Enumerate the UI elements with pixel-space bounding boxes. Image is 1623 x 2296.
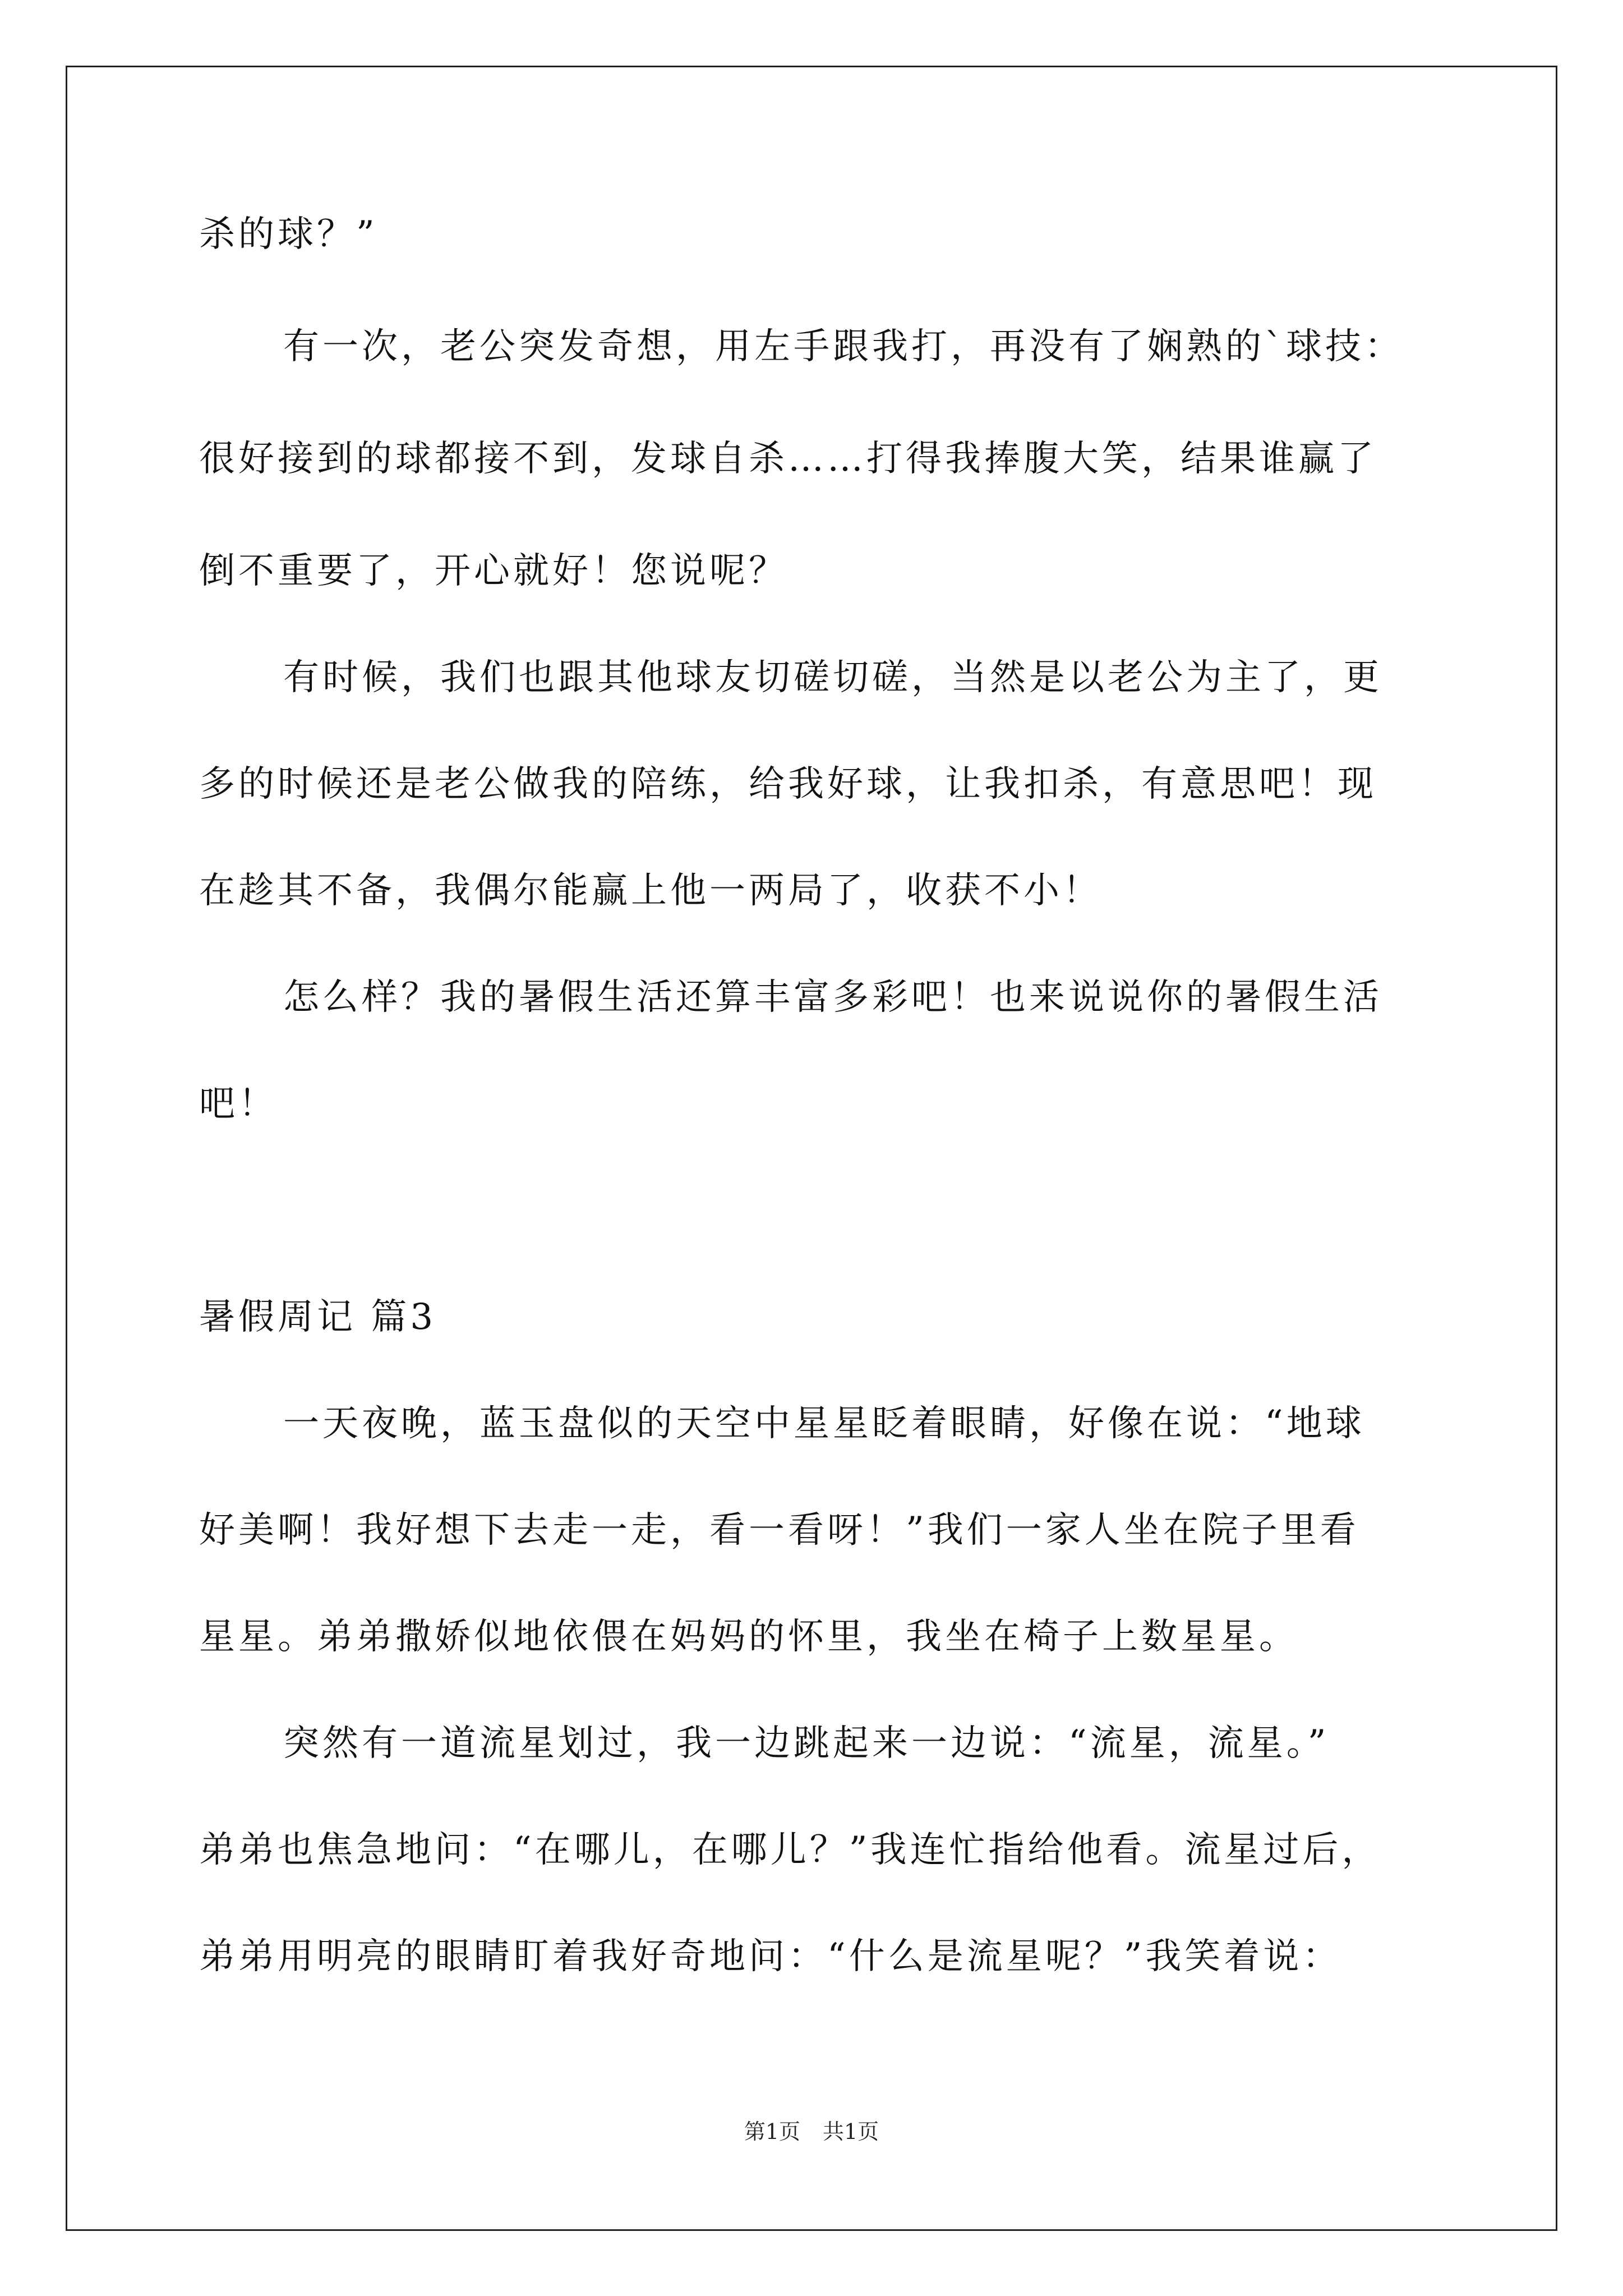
text-line: 多的时候还是老公做我的陪练，给我好球，让我扣杀，有意思吧！现 (199, 763, 1377, 805)
text-line: 怎么样？我的暑假生活还算丰富多彩吧！也来说说你的暑假生活 (283, 977, 1382, 1018)
text-line: 好美啊！我好想下去走一走，看一看呀！”我们一家人坐在院子里看 (199, 1510, 1359, 1551)
text-line: 有一次，老公突发奇想，用左手跟我打，再没有了娴熟的`球技： (283, 326, 1404, 367)
text-line: 突然有一道流星划过，我一边跳起来一边说：“流星，流星。” (283, 1723, 1330, 1764)
page-total: 共1页 (823, 2119, 879, 2144)
text-line: 弟弟也焦急地问：“在哪儿，在哪儿？”我连忙指给他看。流星过后， (199, 1829, 1381, 1871)
page-border (66, 66, 1557, 2231)
text-line: 倒不重要了，开心就好！您说呢？ (199, 550, 788, 592)
section-heading: 暑假周记 篇3 (199, 1296, 437, 1338)
text-line: 吧！ (199, 1083, 278, 1125)
text-line: 在趁其不备，我偶尔能赢上他一两局了，收获不小！ (199, 870, 1102, 912)
text-line: 弟弟用明亮的眼睛盯着我好奇地问：“什么是流星呢？”我笑着说： (199, 1936, 1342, 1977)
text-line: 很好接到的球都接不到，发球自杀……打得我捧腹大笑，结果谁赢了 (199, 438, 1377, 480)
text-line: 有时候，我们也跟其他球友切磋切磋，当然是以老公为主了，更 (283, 657, 1382, 698)
page-footer (0, 2118, 1623, 2146)
text-line: 一天夜晚，蓝玉盘似的天空中星星眨着眼睛，好像在说：“地球 (283, 1403, 1365, 1444)
text-line: 杀的球？” (199, 214, 378, 255)
text-line: 星星。弟弟撒娇似地依偎在妈妈的怀里，我坐在椅子上数星星。 (199, 1616, 1298, 1658)
page-number: 第1页 (744, 2119, 800, 2144)
